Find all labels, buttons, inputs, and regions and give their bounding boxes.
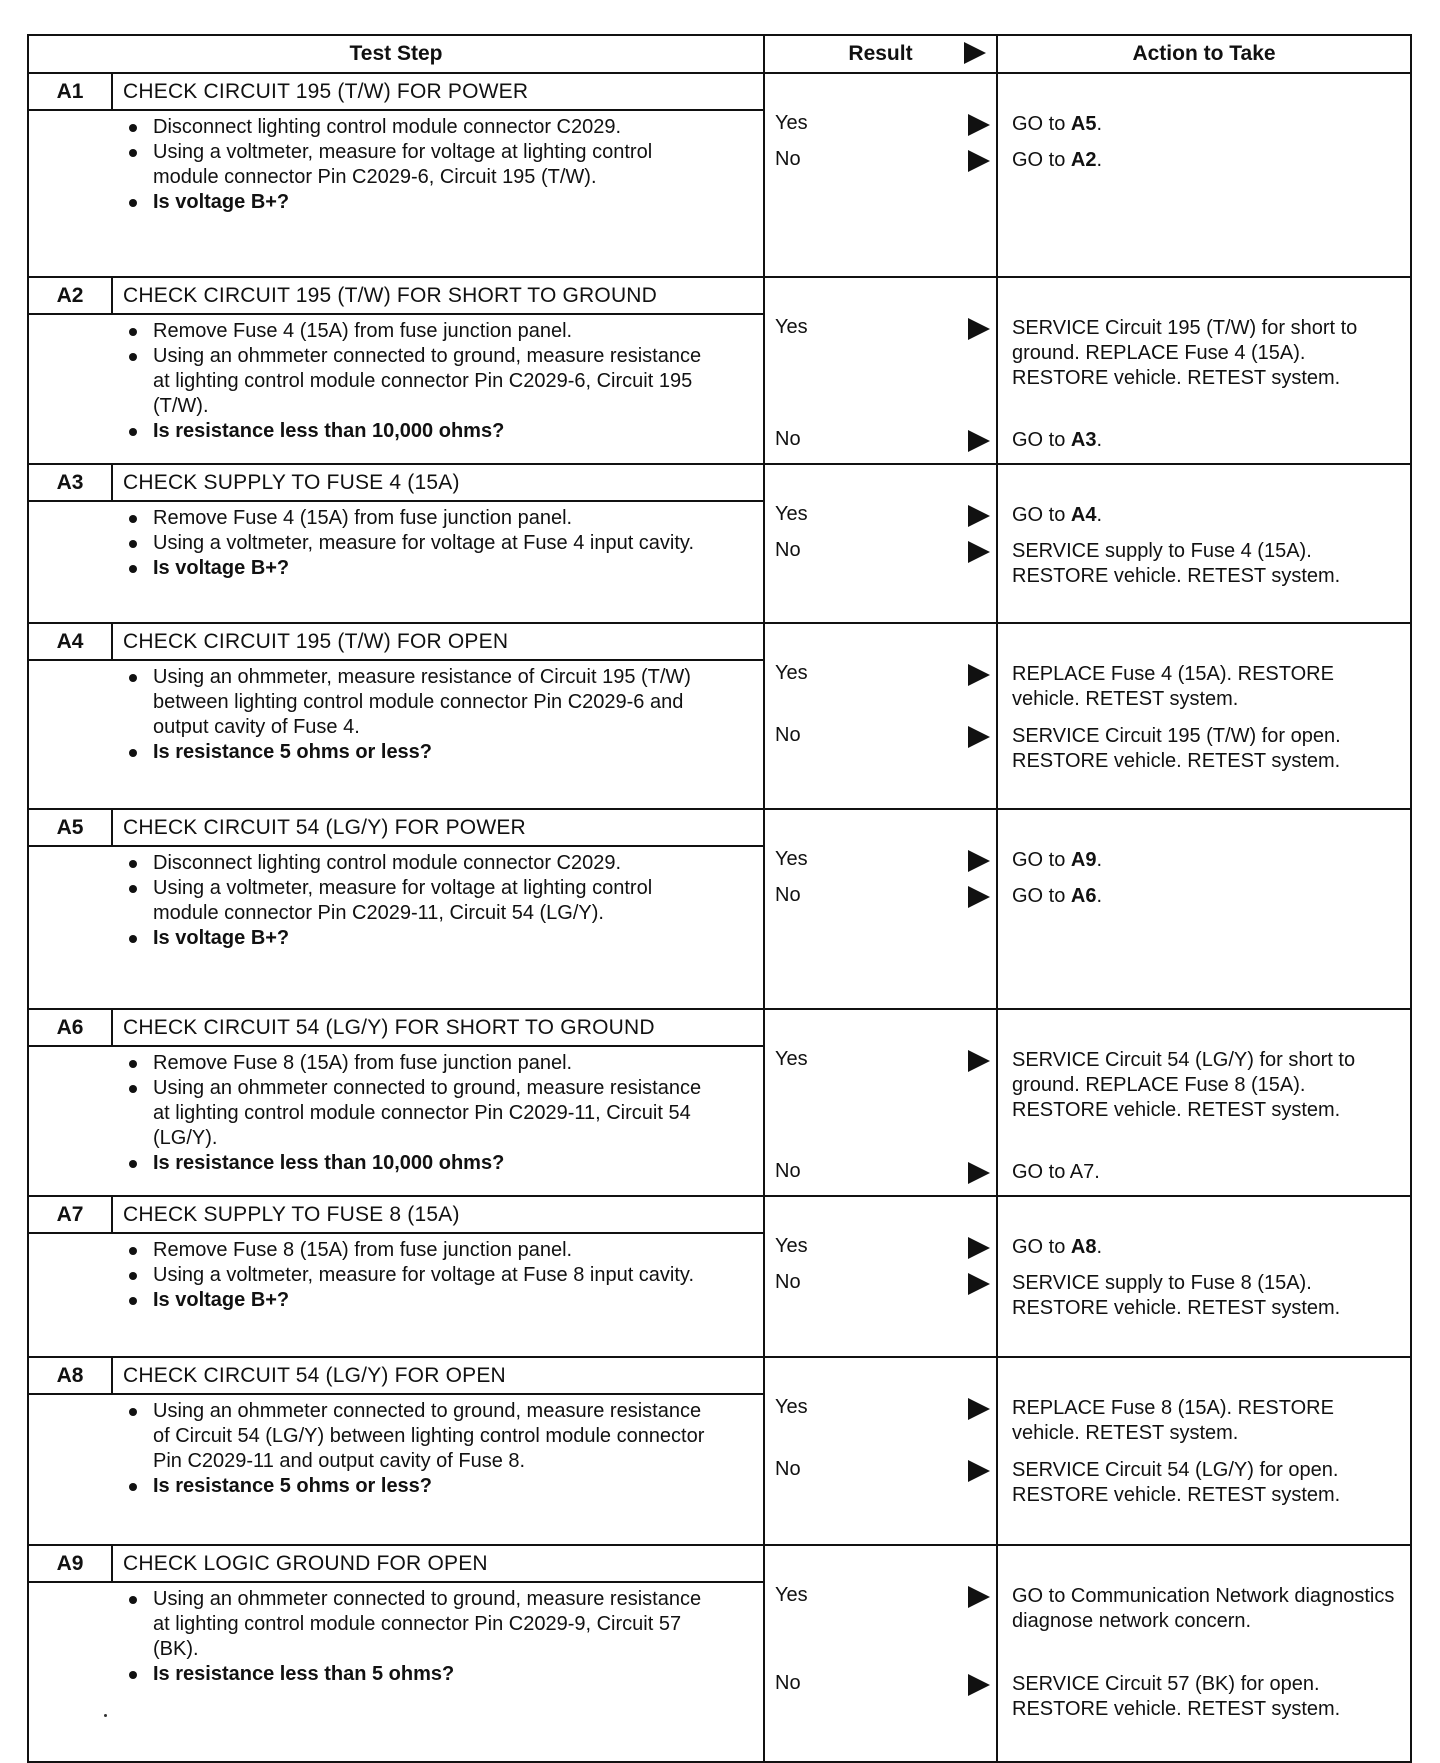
result-line (775, 148, 992, 174)
action-text-main: SERVICE Circuit 54 (LG/Y) for open. RESTORE vehicle. RETEST system. (1012, 1459, 1341, 1506)
result-label: No (775, 539, 801, 561)
result-line (775, 662, 992, 688)
result-label: Yes (775, 503, 808, 525)
instruction-item: Remove Fuse 8 (15A) from fuse junction panel. (121, 1238, 763, 1263)
instruction-item: Using an ohmmeter connected to ground, measure resistance of Circuit 54 (LG/Y) between lighting control module connector Pin C2029-11 and output cavity of Fuse 8. (121, 1399, 763, 1474)
step-question: Is voltage B+? (121, 926, 763, 951)
action-text (1012, 1271, 1404, 1321)
instruction-item: Using a voltmeter, measure for voltage at lighting control module connector Pin C2029-6, Circuit 195 (T/W). (121, 140, 763, 190)
step-question: Is voltage B+? (121, 1288, 763, 1313)
result-label: Yes (775, 1396, 808, 1418)
result-cell (764, 1196, 997, 1357)
result-line (775, 112, 992, 138)
result-line (775, 848, 992, 874)
step-header (29, 465, 763, 502)
arrow-right-icon (968, 1460, 990, 1482)
action-text-main: SERVICE supply to Fuse 4 (15A). RESTORE vehicle. RETEST system. (1012, 540, 1341, 587)
step-id: A2 (29, 278, 113, 313)
step-instructions (29, 1399, 763, 1499)
result-line (775, 884, 992, 910)
step-question: Is voltage B+? (121, 556, 763, 581)
step-instructions (29, 506, 763, 581)
step-question: Is resistance 5 ohms or less? (121, 740, 763, 765)
action-text (1012, 316, 1404, 391)
action-text (1012, 1235, 1404, 1260)
result-line (775, 503, 992, 529)
result-line (775, 1458, 992, 1484)
test-step-cell (28, 277, 764, 464)
action-text (1012, 1396, 1404, 1446)
action-text-main: SERVICE Circuit 195 (T/W) for short to ground. REPLACE Fuse 4 (15A). RESTORE vehicle. RETEST system. (1012, 317, 1358, 389)
arrow-right-icon (968, 1237, 990, 1259)
action-cell (997, 1009, 1411, 1196)
result-label: Yes (775, 112, 808, 134)
step-title: CHECK SUPPLY TO FUSE 8 (15A) (123, 1202, 460, 1226)
action-text-main: SERVICE Circuit 57 (BK) for open. RESTORE vehicle. RETEST system. (1012, 1673, 1341, 1720)
arrow-right-icon (968, 150, 990, 172)
action-text-suffix: . (1096, 429, 1103, 451)
result-line (775, 316, 992, 342)
action-text-suffix: . (1096, 885, 1103, 907)
step-row-a1 (28, 73, 1411, 277)
arrow-right-icon (968, 430, 990, 452)
step-row-a3 (28, 464, 1411, 623)
instruction-item: Disconnect lighting control module connector C2029. (121, 115, 763, 140)
test-step-cell (28, 1009, 764, 1196)
action-step-ref: A4 (1070, 504, 1097, 526)
step-row-a2 (28, 277, 1411, 464)
result-header (764, 35, 997, 73)
test-step-header: Test Step (28, 35, 764, 73)
step-row-a5 (28, 809, 1411, 1009)
step-id: A4 (29, 624, 113, 659)
result-label: No (775, 884, 801, 906)
action-text-main: REPLACE Fuse 8 (15A). RESTORE vehicle. RETEST system. (1012, 1397, 1334, 1444)
instruction-item: Disconnect lighting control module connector C2029. (121, 851, 763, 876)
test-step-cell (28, 623, 764, 809)
step-title: CHECK CIRCUIT 54 (LG/Y) FOR SHORT TO GROUND (123, 1015, 655, 1039)
action-cell (997, 277, 1411, 464)
step-header (29, 74, 763, 111)
result-label: Yes (775, 848, 808, 870)
diagnostic-test-table (27, 34, 1412, 1763)
result-line (775, 428, 992, 454)
step-id: A5 (29, 810, 113, 845)
step-title: CHECK SUPPLY TO FUSE 4 (15A) (123, 470, 460, 494)
action-text (1012, 112, 1404, 137)
action-step-ref: A3 (1070, 429, 1097, 451)
action-text (1012, 1672, 1404, 1722)
test-step-cell (28, 1545, 764, 1762)
action-text-suffix: . (1096, 849, 1103, 871)
step-id: A1 (29, 74, 113, 109)
result-line (775, 1396, 992, 1422)
action-text (1012, 724, 1404, 774)
action-text (1012, 848, 1404, 873)
step-question: Is resistance 5 ohms or less? (121, 1474, 763, 1499)
result-cell (764, 277, 997, 464)
action-text (1012, 539, 1404, 589)
result-line (775, 1584, 992, 1610)
action-text-main: GO to (1012, 113, 1071, 135)
step-question: Is voltage B+? (121, 190, 763, 215)
arrow-right-icon (968, 850, 990, 872)
step-id: A6 (29, 1010, 113, 1045)
instruction-item: Remove Fuse 8 (15A) from fuse junction panel. (121, 1051, 763, 1076)
step-header (29, 1546, 763, 1583)
step-id: A7 (29, 1197, 113, 1232)
test-step-cell (28, 809, 764, 1009)
result-header-label: Result (848, 42, 913, 65)
result-cell (764, 1009, 997, 1196)
instruction-item: Remove Fuse 4 (15A) from fuse junction panel. (121, 319, 763, 344)
instruction-item: Using an ohmmeter connected to ground, measure resistance at lighting control module connector Pin C2029-11, Circuit 54 (LG/Y). (121, 1076, 763, 1151)
step-instructions (29, 665, 763, 765)
arrow-right-icon (968, 1586, 990, 1608)
step-question: Is resistance less than 10,000 ohms? (121, 419, 763, 444)
action-text-suffix: . (1096, 1236, 1103, 1258)
action-text-main: SERVICE Circuit 54 (LG/Y) for short to ground. REPLACE Fuse 8 (15A). RESTORE vehicle. RETEST system. (1012, 1049, 1356, 1121)
table-header-row (28, 35, 1411, 73)
result-label: No (775, 1672, 801, 1694)
step-row-a6 (28, 1009, 1411, 1196)
result-line (775, 539, 992, 565)
action-step-ref: A6 (1070, 885, 1097, 907)
result-label: No (775, 148, 801, 170)
action-text (1012, 428, 1404, 453)
result-cell (764, 623, 997, 809)
step-id: A3 (29, 465, 113, 500)
action-text (1012, 662, 1404, 712)
action-text-main: GO to (1012, 149, 1071, 171)
action-text-main: REPLACE Fuse 4 (15A). RESTORE vehicle. RETEST system. (1012, 663, 1334, 710)
test-step-cell (28, 464, 764, 623)
step-question: Is resistance less than 5 ohms? (121, 1662, 763, 1687)
step-title: CHECK CIRCUIT 54 (LG/Y) FOR OPEN (123, 1363, 506, 1387)
step-title: CHECK CIRCUIT 195 (T/W) FOR OPEN (123, 629, 509, 653)
action-text-main: SERVICE supply to Fuse 8 (15A). RESTORE vehicle. RETEST system. (1012, 1272, 1341, 1319)
step-title: CHECK LOGIC GROUND FOR OPEN (123, 1551, 488, 1575)
arrow-right-icon (968, 541, 990, 563)
instruction-item: Remove Fuse 4 (15A) from fuse junction panel. (121, 506, 763, 531)
arrow-right-icon (968, 114, 990, 136)
step-row-a4 (28, 623, 1411, 809)
arrow-right-icon (968, 1674, 990, 1696)
arrow-right-icon (968, 726, 990, 748)
result-label: No (775, 1160, 801, 1182)
step-instructions (29, 115, 763, 215)
result-cell (764, 1545, 997, 1762)
action-text-suffix: . (1096, 149, 1103, 171)
result-label: No (775, 1458, 801, 1480)
action-text-main: GO to Communication Network diagnostics diagnose network concern. (1012, 1585, 1395, 1632)
step-header (29, 1358, 763, 1395)
action-text-main: GO to (1012, 1236, 1071, 1258)
action-text-main: GO to (1012, 849, 1071, 871)
arrow-right-icon (968, 318, 990, 340)
instruction-item: Using a voltmeter, measure for voltage at lighting control module connector Pin C2029-11, Circuit 54 (LG/Y). (121, 876, 763, 926)
step-instructions (29, 1051, 763, 1176)
step-title: CHECK CIRCUIT 54 (LG/Y) FOR POWER (123, 815, 526, 839)
instruction-item: Using an ohmmeter connected to ground, measure resistance at lighting control module connector Pin C2029-6, Circuit 195 (T/W). (121, 344, 763, 419)
arrow-right-icon (968, 1050, 990, 1072)
action-header: Action to Take (997, 35, 1411, 73)
step-id: A9 (29, 1546, 113, 1581)
action-cell (997, 1357, 1411, 1545)
result-line (775, 1271, 992, 1297)
action-text (1012, 503, 1404, 528)
instruction-item: Using an ohmmeter connected to ground, measure resistance at lighting control module connector Pin C2029-9, Circuit 57 (BK). (121, 1587, 763, 1662)
action-cell (997, 1196, 1411, 1357)
result-line (775, 1160, 992, 1186)
result-label: No (775, 724, 801, 746)
result-line (775, 1048, 992, 1074)
step-title: CHECK CIRCUIT 195 (T/W) FOR POWER (123, 79, 529, 103)
action-cell (997, 73, 1411, 277)
step-header (29, 1197, 763, 1234)
result-label: No (775, 428, 801, 450)
arrow-right-icon (968, 886, 990, 908)
result-label: Yes (775, 1584, 808, 1606)
instruction-item: Using an ohmmeter, measure resistance of Circuit 195 (T/W) between lighting control module connector Pin C2029-6 and output cavity of Fuse 4. (121, 665, 763, 740)
action-text (1012, 884, 1404, 909)
action-cell (997, 1545, 1411, 1762)
step-header (29, 810, 763, 847)
arrow-right-icon (968, 664, 990, 686)
result-line (775, 1235, 992, 1261)
action-text-main: GO to (1012, 504, 1071, 526)
action-text (1012, 1584, 1404, 1634)
arrow-right-icon (968, 1398, 990, 1420)
action-step-ref: A2 (1070, 149, 1097, 171)
arrow-right-icon (968, 1273, 990, 1295)
result-cell (764, 809, 997, 1009)
step-instructions (29, 851, 763, 951)
action-text (1012, 148, 1404, 173)
action-text-main: SERVICE Circuit 195 (T/W) for open. RESTORE vehicle. RETEST system. (1012, 725, 1341, 772)
test-step-cell (28, 1196, 764, 1357)
result-label: Yes (775, 1235, 808, 1257)
instruction-item: Using a voltmeter, measure for voltage at Fuse 4 input cavity. (121, 531, 763, 556)
result-line (775, 724, 992, 750)
arrow-right-icon (968, 1162, 990, 1184)
step-header (29, 1010, 763, 1047)
result-line (775, 1672, 992, 1698)
result-label: Yes (775, 1048, 808, 1070)
step-id: A8 (29, 1358, 113, 1393)
action-step-ref: A9 (1070, 849, 1097, 871)
test-step-cell (28, 1357, 764, 1545)
scan-speck (104, 1714, 107, 1717)
action-text-main: GO to (1012, 429, 1071, 451)
result-label: Yes (775, 316, 808, 338)
step-instructions (29, 1587, 763, 1687)
action-text-suffix: . (1096, 504, 1103, 526)
step-row-a9 (28, 1545, 1411, 1762)
step-header (29, 278, 763, 315)
action-text-suffix: . (1096, 113, 1103, 135)
test-step-cell (28, 73, 764, 277)
action-text (1012, 1458, 1404, 1508)
step-instructions (29, 319, 763, 444)
result-cell (764, 1357, 997, 1545)
step-row-a8 (28, 1357, 1411, 1545)
action-step-ref: A8 (1070, 1236, 1097, 1258)
step-title: CHECK CIRCUIT 195 (T/W) FOR SHORT TO GROUND (123, 283, 658, 307)
step-row-a7 (28, 1196, 1411, 1357)
action-cell (997, 623, 1411, 809)
action-step-ref: A5 (1070, 113, 1097, 135)
result-label: No (775, 1271, 801, 1293)
result-cell (764, 73, 997, 277)
action-text (1012, 1160, 1404, 1185)
action-text-main: GO to A7. (1012, 1161, 1100, 1183)
action-text (1012, 1048, 1404, 1123)
step-instructions (29, 1238, 763, 1313)
arrow-right-icon (968, 505, 990, 527)
step-question: Is resistance less than 10,000 ohms? (121, 1151, 763, 1176)
action-cell (997, 809, 1411, 1009)
step-header (29, 624, 763, 661)
action-cell (997, 464, 1411, 623)
arrow-right-icon (964, 42, 986, 64)
result-label: Yes (775, 662, 808, 684)
instruction-item: Using a voltmeter, measure for voltage at Fuse 8 input cavity. (121, 1263, 763, 1288)
result-cell (764, 464, 997, 623)
action-text-main: GO to (1012, 885, 1071, 907)
